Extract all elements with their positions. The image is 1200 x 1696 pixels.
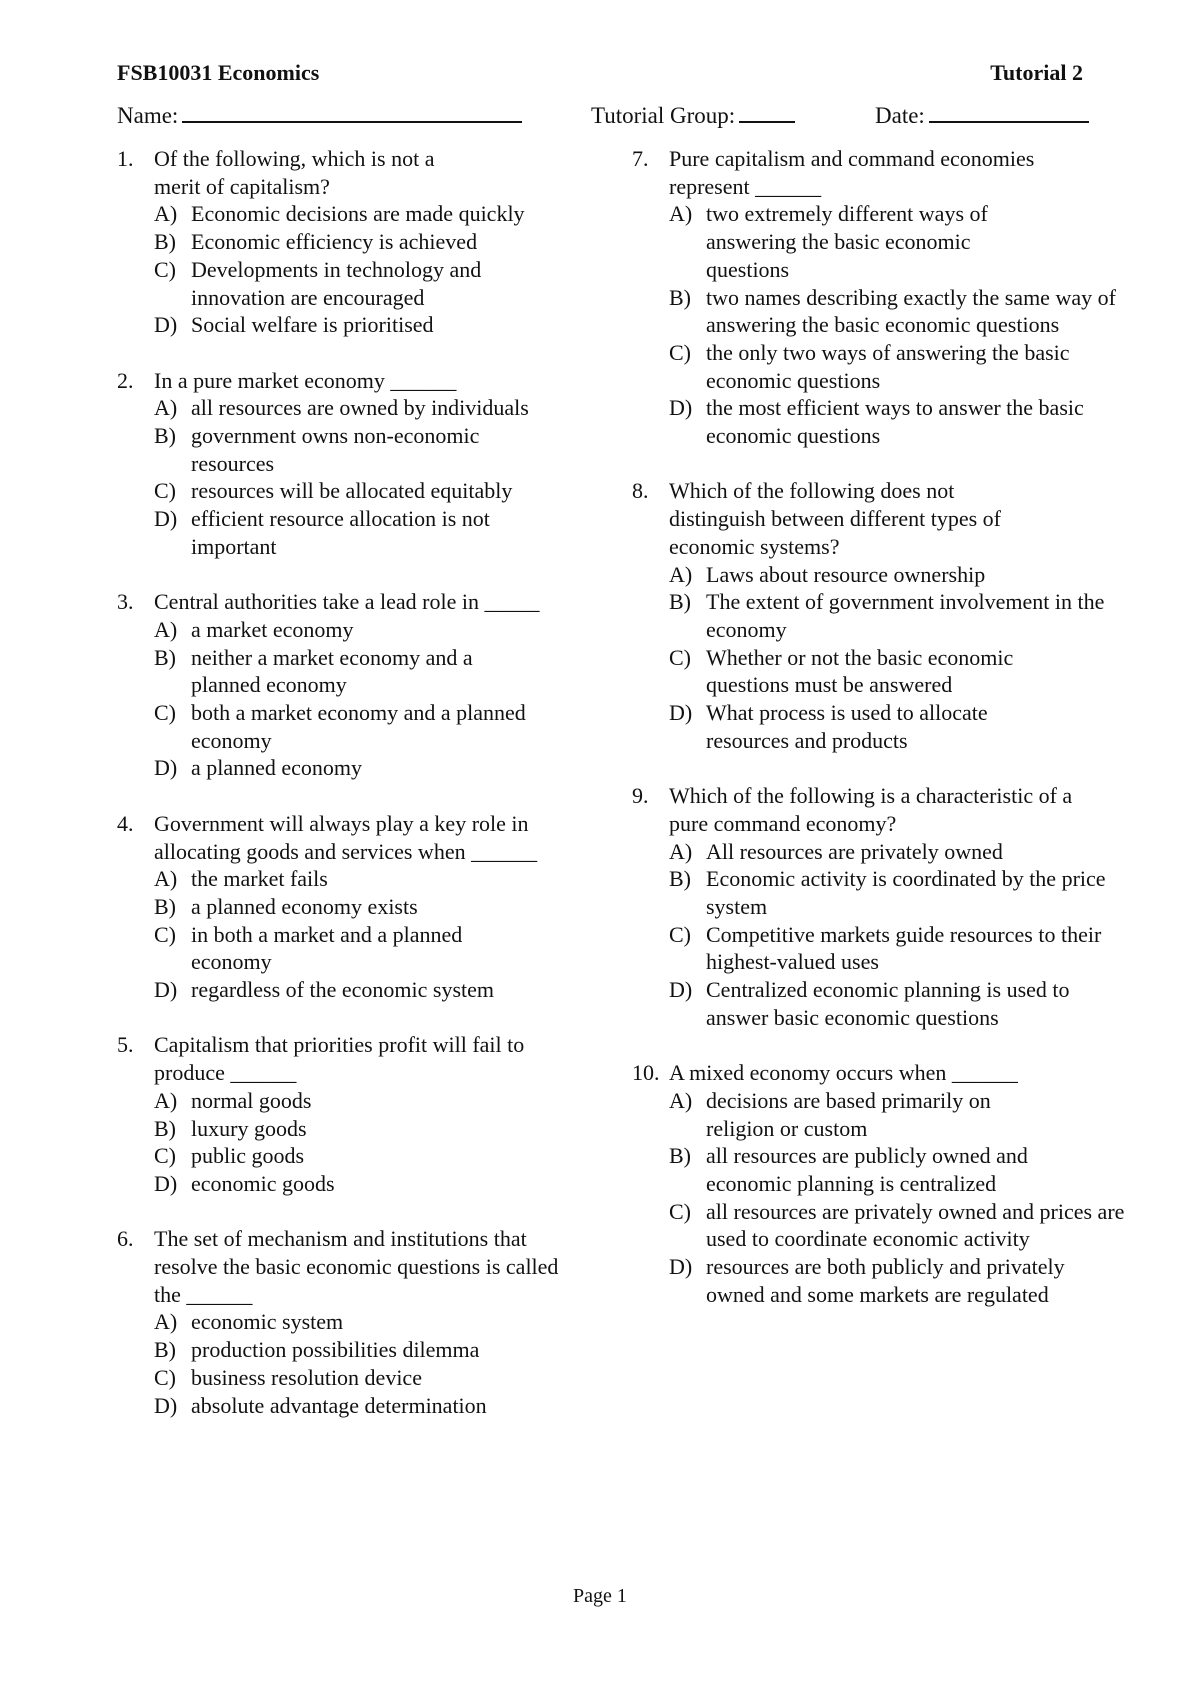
question-text: The set of mechanism and institutions that resolve the basic economic questions is called the ______ (154, 1226, 559, 1307)
tutorial-group-label: Tutorial Group: (591, 103, 736, 128)
question-number: 9. (632, 783, 649, 809)
question-number: 6. (117, 1226, 134, 1252)
right-column (632, 145, 1125, 1336)
question-10 (632, 1059, 1125, 1308)
option-d[interactable]: D) efficient resource allocation is not important (154, 506, 490, 559)
question-text: A mixed economy occurs when ______ (669, 1060, 1018, 1086)
student-info-fields (117, 99, 1097, 129)
option-b[interactable]: B) neither a market economy and a planned economy (154, 644, 473, 698)
name-label: Name: (117, 103, 179, 128)
question-1 (117, 145, 577, 339)
option-b[interactable]: B) government owns non-economic resources (154, 423, 480, 476)
option-d[interactable]: D) a planned economy (154, 755, 363, 781)
question-number: 5. (117, 1032, 134, 1058)
option-b[interactable]: B) all resources are publicly owned and economic planning is centralized (669, 1143, 1028, 1196)
date-blank[interactable] (929, 99, 1089, 123)
question-text: Which of the following is a characteristic of a pure command economy? (669, 783, 1073, 836)
option-a[interactable]: A) Economic decisions are made quickly (154, 201, 525, 227)
question-9 (632, 782, 1106, 1031)
option-b[interactable]: B) The extent of government involvement in the economy (669, 589, 1105, 642)
option-c[interactable]: C) Competitive markets guide resources to their highest-valued uses (669, 921, 1102, 975)
left-column (117, 145, 577, 1447)
option-b[interactable]: B) Economic efficiency is achieved (154, 229, 478, 255)
question-number: 2. (117, 367, 134, 393)
option-c[interactable]: C) Whether or not the basic economic questions must be answered (669, 644, 1014, 698)
question-text: Government will always play a key role in allocating goods and services when ______ (154, 810, 538, 864)
question-text: Which of the following does not distinguish between different types of economic systems? (669, 478, 1001, 559)
option-d[interactable]: D) What process is used to allocate resources and products (669, 700, 988, 753)
option-c[interactable]: C) Developments in technology and innovation are encouraged (154, 256, 482, 310)
tutorial-group-field (591, 99, 795, 129)
option-d[interactable]: D) Centralized economic planning is used to answer basic economic questions (669, 977, 1070, 1030)
option-b[interactable]: B) Economic activity is coordinated by the price system (669, 866, 1106, 919)
option-b[interactable]: B) production possibilities dilemma (154, 1337, 480, 1363)
question-2 (117, 367, 577, 561)
question-text: In a pure market economy ______ (154, 367, 457, 393)
option-d[interactable]: D) economic goods (154, 1170, 335, 1196)
date-field (875, 99, 1089, 129)
course-title: FSB10031 Economics (117, 60, 320, 85)
question-number: 1. (117, 146, 134, 171)
option-b[interactable]: B) two names describing exactly the same way of answering the basic economic questions (669, 284, 1116, 338)
option-c[interactable]: C) in both a market and a planned economy (154, 921, 463, 975)
question-6 (117, 1225, 577, 1419)
question-text: Central authorities take a lead role in _____ (154, 589, 540, 615)
option-a[interactable]: A) economic system (154, 1309, 344, 1335)
option-b[interactable]: B) luxury goods (154, 1115, 307, 1141)
question-text: Capitalism that priorities profit will fail to produce ______ (154, 1032, 525, 1086)
option-d[interactable]: D) regardless of the economic system (154, 977, 495, 1003)
option-d[interactable]: D) resources are both publicly and privately owned and some markets are regulated (669, 1254, 1065, 1307)
option-a[interactable]: A) normal goods (154, 1087, 312, 1113)
question-4 (117, 810, 577, 1004)
option-c[interactable]: C) the only two ways of answering the basic economic questions (669, 339, 1070, 393)
question-number: 4. (117, 810, 134, 836)
name-blank[interactable] (182, 99, 522, 123)
question-number: 7. (632, 146, 649, 171)
option-a[interactable]: A) decisions are based primarily on religion or custom (669, 1087, 991, 1141)
option-d[interactable]: D) Social welfare is prioritised (154, 312, 434, 338)
option-c[interactable]: C) business resolution device (154, 1364, 422, 1390)
question-number: 10. (632, 1060, 660, 1086)
option-d[interactable]: D) absolute advantage determination (154, 1392, 487, 1418)
question-8 (632, 477, 1105, 754)
question-number: 8. (632, 478, 649, 504)
date-label: Date: (875, 103, 925, 128)
option-a[interactable]: A) all resources are owned by individuals (154, 395, 529, 421)
question-text: Pure capitalism and command economies represent ______ (669, 146, 1035, 199)
option-c[interactable]: C) all resources are privately owned and prices are used to coordinate economic activity (669, 1198, 1125, 1252)
option-d[interactable]: D) the most efficient ways to answer the basic economic questions (669, 395, 1084, 449)
tutorial-group-blank[interactable] (739, 99, 795, 123)
option-c[interactable]: C) resources will be allocated equitably (154, 478, 513, 504)
option-a[interactable]: A) the market fails (154, 866, 328, 892)
option-c[interactable]: C) public goods (154, 1143, 305, 1169)
page-number: Page 1 (573, 1585, 627, 1607)
name-field (117, 99, 522, 129)
option-a[interactable]: A) a market economy (154, 616, 354, 642)
question-5 (117, 1031, 577, 1197)
option-b[interactable]: B) a planned economy exists (154, 893, 418, 919)
question-number: 3. (117, 589, 134, 615)
option-c[interactable]: C) both a market economy and a planned economy (154, 700, 526, 753)
option-a[interactable]: A) All resources are privately owned (669, 838, 1003, 864)
option-a[interactable]: A) two extremely different ways of answering the basic economic questions (669, 201, 988, 282)
tutorial-label: Tutorial 2 (990, 60, 1083, 85)
question-3 (117, 588, 577, 782)
option-a[interactable]: A) Laws about resource ownership (669, 561, 986, 587)
question-text: Of the following, which is not a merit of capitalism? (154, 146, 435, 199)
question-7 (632, 145, 1116, 450)
